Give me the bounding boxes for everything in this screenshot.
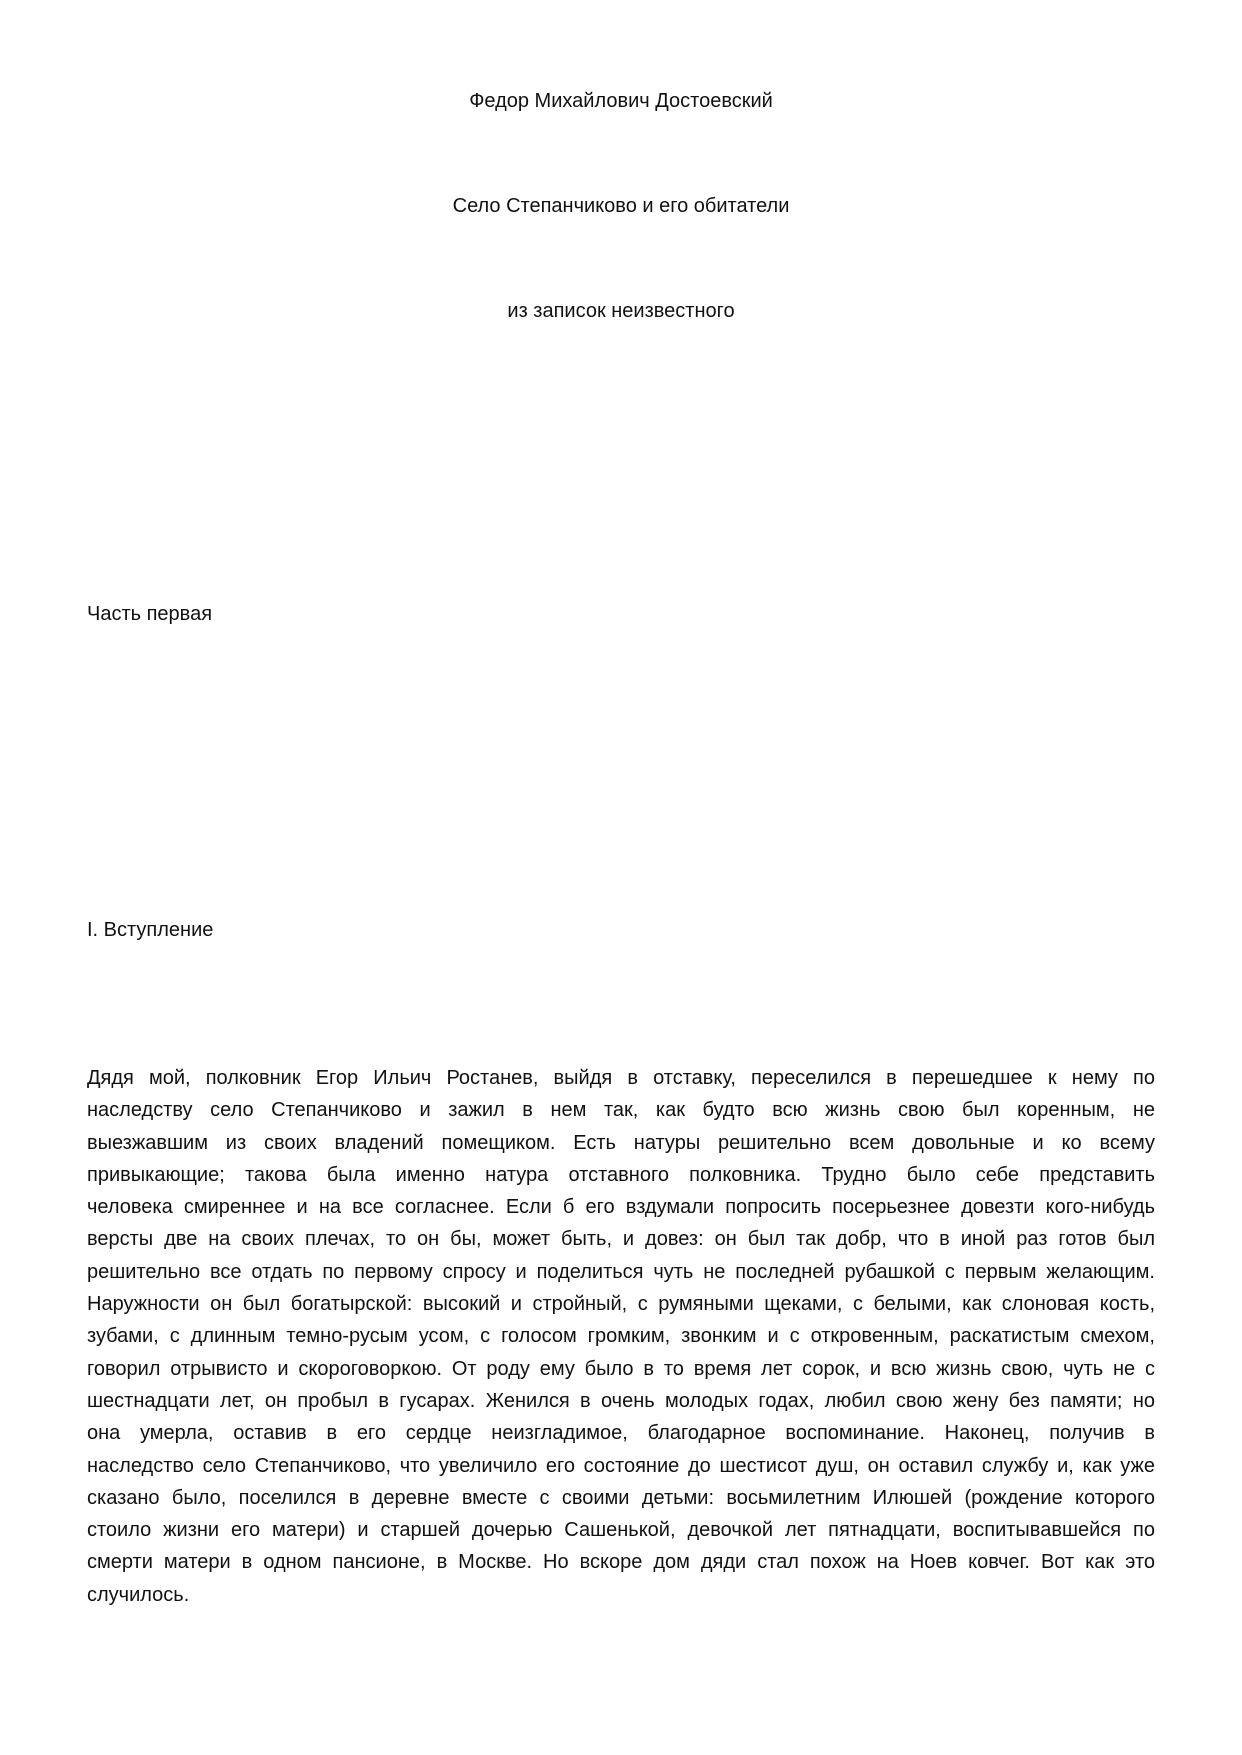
paragraph-line: стоило жизни его матери) и старшей дочерью Сашенькой, девочкой лет пятнадцати, воспитывавшейся по [87, 1519, 1155, 1542]
book-title: Село Степанчиково и его обитатели [452, 195, 790, 217]
paragraph-line: говорил отрывисто и скороговоркою. От роду ему было в то время лет сорок, и всю жизнь свою, чуть не с [87, 1357, 1155, 1380]
paragraph-line: шестнадцати лет, он пробыл в гусарах. Женился в очень молодых годах, любил свою жену без памяти; но [87, 1389, 1155, 1412]
paragraph-line: она умерла, оставив в его сердце неизгладимое, благодарное воспоминание. Наконец, получив в [87, 1422, 1155, 1445]
paragraph-line: наследству село Степанчиково и зажил в нем так, как будто всю жизнь свою был коренным, не [87, 1099, 1155, 1122]
paragraph-line: смерти матери в одном пансионе, в Москве. Но вскоре дом дяди стал похож на Ноев ковчег. Вот как это [87, 1551, 1155, 1574]
paragraph-line: человека смиреннее и на все согласнее. Если б его вздумали попросить посерьезнее довезти кого-нибудь [87, 1196, 1155, 1219]
part-heading: Часть первая [87, 603, 213, 625]
chapter-heading: I. Вступление [87, 919, 214, 941]
paragraph-line: наследство село Степанчиково, что увеличило его состояние до шестисот душ, он оставил службу и, как уже [87, 1454, 1155, 1477]
author-name: Федор Михайлович Достоевский [469, 90, 773, 112]
paragraph-line: версты две на своих плечах, то он бы, может быть, и довез: он был так добр, что в иной раз готов был [87, 1228, 1155, 1251]
paragraph-line: Наружности он был богатырской: высокий и стройный, с румяными щеками, с белыми, как слоновая кость, [87, 1293, 1155, 1316]
book-subtitle: из записок неизвестного [507, 300, 735, 322]
paragraph-line: зубами, с длинным темно-русым усом, с голосом громким, звонким и с откровенным, раскатистым смехом, [87, 1325, 1155, 1348]
paragraph-line: Дядя мой, полковник Егор Ильич Ростанев, выйдя в отставку, переселился в перешедшее к нему по [87, 1067, 1155, 1089]
paragraph-line: решительно все отдать по первому спросу и поделиться чуть не последней рубашкой с первым желающим. [87, 1260, 1155, 1283]
body-paragraph [87, 1062, 1155, 1611]
paragraph-line: сказано было, поселился в деревне вместе с своими детьми: восьмилетним Илюшей (рождение которого [87, 1486, 1155, 1509]
paragraph-line: привыкающие; такова была именно натура отставного полковника. Трудно было себе представить [87, 1163, 1155, 1186]
paragraph-line: случилось. [87, 1583, 190, 1606]
paragraph-line: выезжавшим из своих владений помещиком. Есть натуры решительно всем довольные и ко всему [87, 1131, 1155, 1154]
